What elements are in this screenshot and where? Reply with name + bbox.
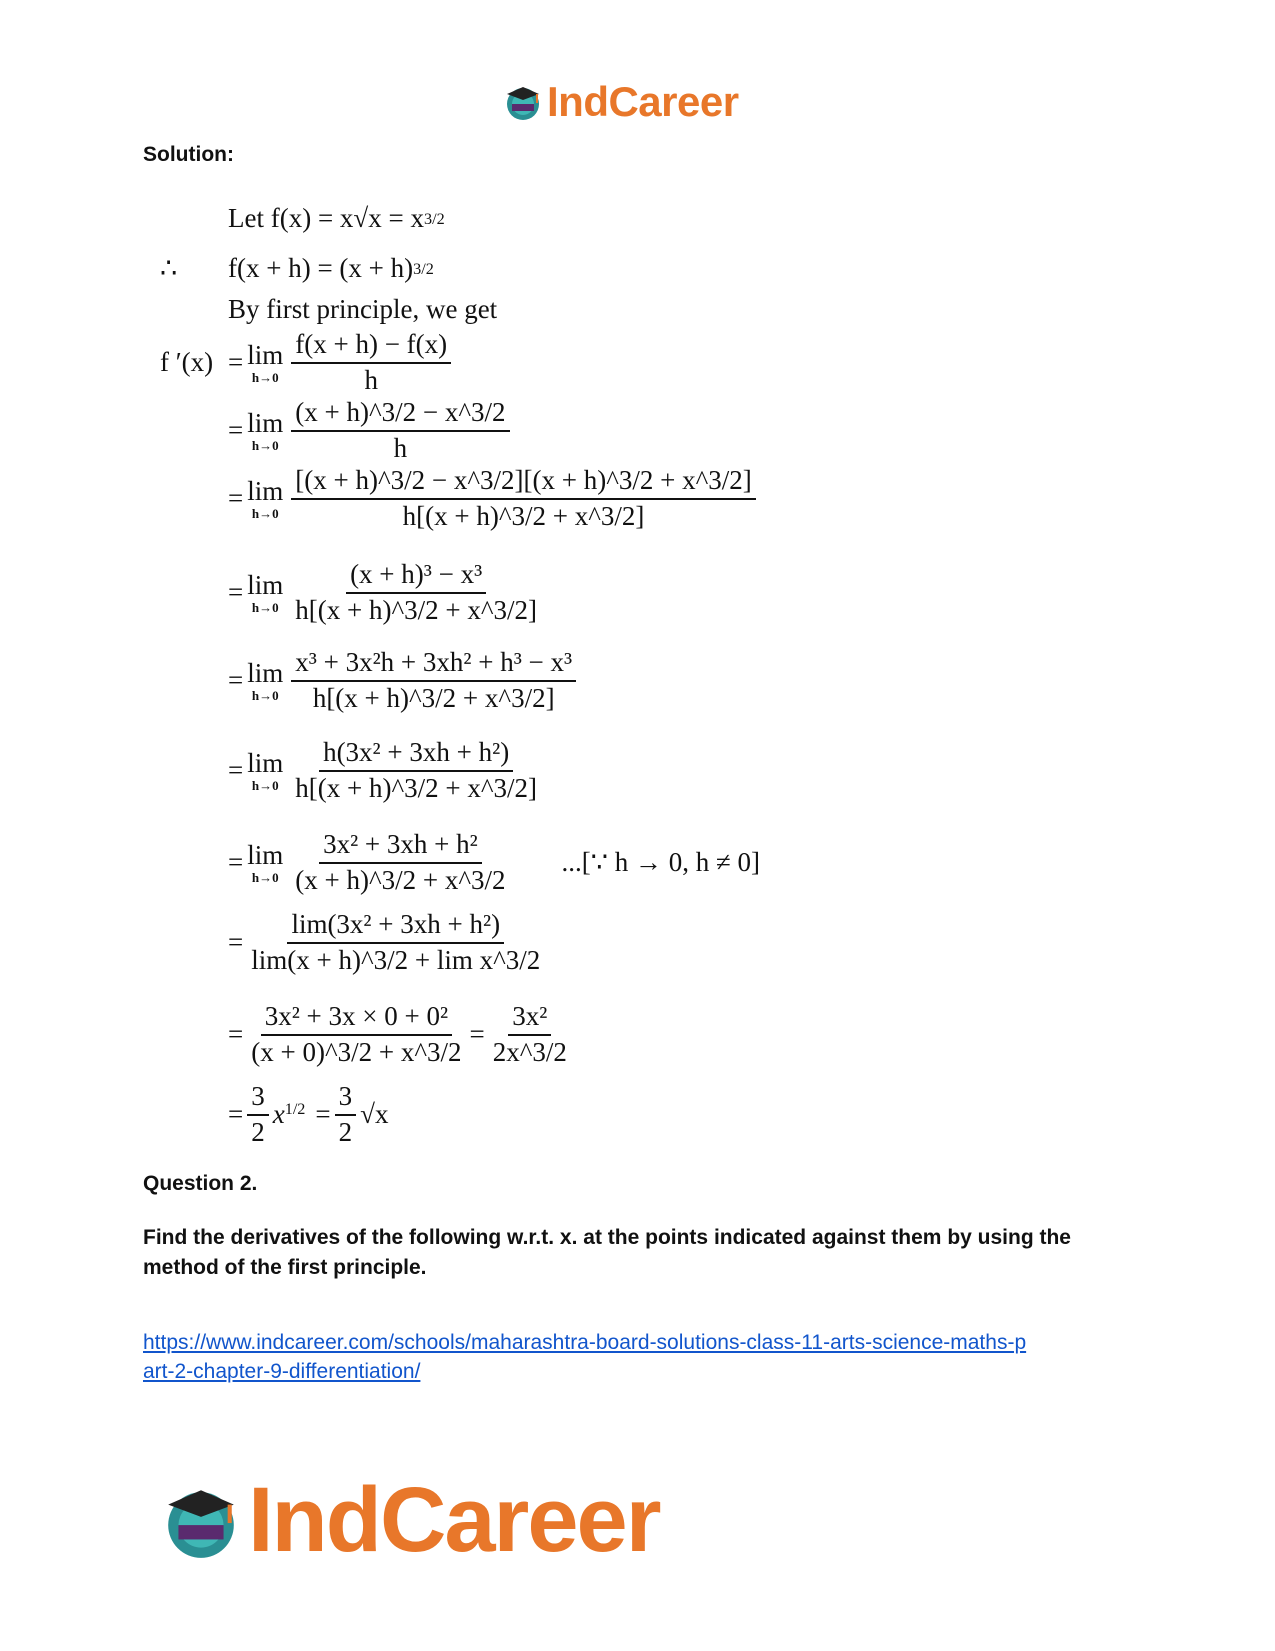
math-step-8: = $\frac{\text{lim(3x² + 3xh + h²)}}{\text{lim(x + h)\textasciicircum{}3/2 + lim x\textasciicircum{}3/2}}$	[228, 910, 548, 975]
fraction: $\frac{\text{3x² + 3x × 0 + 0²}}{(x + 0)\^{}3/2 + x\^{}3/2}$	[251, 1001, 462, 1067]
limit-operator: lim h→0	[247, 339, 284, 385]
source-link-line-2[interactable]: art-2-chapter-9-differentiation/	[143, 1360, 421, 1383]
brand-name: IndCareer	[547, 78, 739, 125]
math-step-7: = lim h→0 $\frac{\text{3x² + 3xh + h²}}{(x + h)\^{}3/2 + x\^{}3/2}$ ...[∵ h → 0, h ≠ 0]	[228, 829, 761, 895]
fraction: $\frac{\text{x³ + 3x²h + 3xh² + h³ − x³}}{h[(x + h)\^{}3/2 + x\^{}3/2]}$	[291, 648, 576, 713]
question-text: Find the derivatives of the following w.r.t. x. at the points indicated against them by using the method of the first principle.	[143, 1226, 1071, 1279]
limit-operator: lim h→0	[247, 657, 284, 703]
fraction: $\frac{\text{3x²}}{2x\^{}3/2}$	[492, 1001, 567, 1067]
math-step-4: = lim h→0 $\frac{\text{(x + h)³ − x³}}{h[(x + h)\^{}3/2 + x\^{}3/2]}$	[228, 560, 545, 625]
fraction: $\frac{[(x + h)\^{}3/2 - x\^{}3/2][(x + h)\^{}3/2 + x\^{}3/2]}{h[(x + h)\^{}3/2 + x\^{}3/2]}$	[291, 466, 756, 531]
limit-operator: lim h→0	[247, 747, 284, 793]
source-link-line-1[interactable]: https://www.indcareer.com/schools/maharashtra-board-solutions-class-11-arts-science-maths-p	[143, 1331, 1027, 1354]
math-line-fxh: f(x + h) = (x + h) 3/2	[228, 253, 434, 283]
fraction: $\frac{3}{2}$	[247, 1082, 269, 1147]
f-prime: f ′(x)	[160, 347, 214, 378]
fraction: $\frac{\text{3x² + 3xh + h²}}{(x + h)\^{}3/2 + x\^{}3/2}$	[295, 829, 506, 895]
math-step-3: = lim h→0 $\frac{[(x + h)\^{}3/2 - x\^{}3/2][(x + h)\^{}3/2 + x\^{}3/2]}{h[(x + h)\^{}3/2 + x\^{}3/2]}$	[228, 466, 760, 531]
limit-operator: lim h→0	[247, 407, 284, 453]
limit-operator: lim h→0	[247, 569, 284, 615]
math-step-1: f ′(x) = lim h→0 $\frac{f(x + h) - f(x)}{h}$	[160, 330, 455, 395]
condition-note: ...[∵ h → 0, h ≠ 0]	[561, 847, 761, 878]
fraction: $\frac{3}{2}$	[335, 1082, 357, 1147]
footer-logo	[160, 1468, 660, 1573]
math-step-5: = lim h→0 $\frac{\text{x³ + 3x²h + 3xh² + h³ − x³}}{h[(x + h)\^{}3/2 + x\^{}3/2]}$	[228, 648, 580, 713]
fraction: $\frac{(x + h)\^{}3/2 - x\^{}3/2}{h}$	[291, 398, 509, 463]
math-line-let: Let f(x) = x√x = x 3/2	[228, 203, 445, 233]
math-step-6: = lim h→0 $\frac{\text{h(3x² + 3xh + h²)}}{h[(x + h)\^{}3/2 + x\^{}3/2]}$	[228, 738, 545, 803]
graduation-cap-globe-icon	[160, 1480, 242, 1562]
math-step-2: = lim h→0 $\frac{(x + h)\^{}3/2 - x\^{}3/2}{h}$	[228, 398, 514, 463]
math-step-9: = $\frac{\text{3x² + 3x × 0 + 0²}}{(x + 0)\^{}3/2 + x\^{}3/2}$ = $\frac{\text{3x²}}{2x\^{}3/2}$	[228, 1002, 575, 1067]
therefore-symbol: ∴	[160, 253, 178, 283]
brand-name: IndCareer	[248, 1469, 660, 1571]
fraction: $\frac{f(x + h) - f(x)}{h}$	[291, 330, 451, 395]
math-line-first-principle: By first principle, we get	[228, 294, 498, 324]
fraction: $\frac{\text{lim(3x² + 3xh + h²)}}{\text{lim(x + h)\textasciicircum{}3/2 + lim x\textasciicircum{}3/2}}$	[251, 909, 541, 975]
graduation-cap-globe-icon	[503, 82, 543, 122]
limit-operator: lim h→0	[247, 475, 284, 521]
header-logo	[503, 78, 739, 126]
solution-heading: Solution:	[143, 143, 234, 166]
math-step-10: = $\frac{3}{2}$ $x^{1/2}$ = $\frac{3}{2}$ √x	[228, 1081, 389, 1147]
fraction: $\frac{\text{h(3x² + 3xh + h²)}}{h[(x + h)\^{}3/2 + x\^{}3/2]}$	[295, 737, 538, 803]
fraction: $\frac{\text{(x + h)³ − x³}}{h[(x + h)\^{}3/2 + x\^{}3/2]}$	[295, 559, 538, 625]
limit-operator: lim h→0	[247, 839, 284, 885]
question-heading: Question 2.	[143, 1172, 258, 1195]
